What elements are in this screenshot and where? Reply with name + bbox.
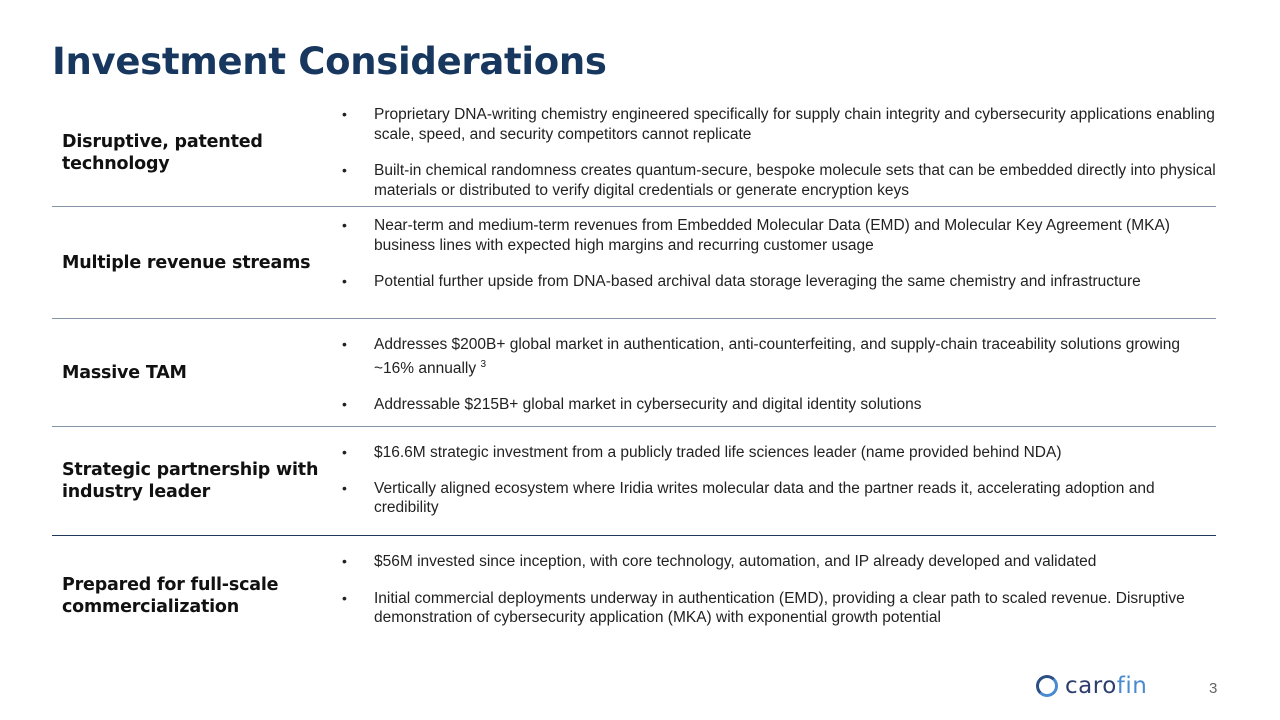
logo-text-accent: fin [1116,673,1148,699]
bullet-item: • Initial commercial deployments underway in authentication (EMD), providing a clear path to scaled revenue. Disruptive demonstration of cybersecurity application (MKA) with exponential growth potential [342,589,1216,628]
logo-text [1065,673,1147,699]
bullet-list [332,319,1216,426]
carofin-logo [1036,673,1147,699]
logo-text-main: caro [1065,673,1117,699]
bullet-item: • Built-in chemical randomness creates quantum-secure, bespoke molecule sets that can be embedded directly into physical materials or distributed to verify digital credentials or generate encryption keys [342,161,1216,200]
bullet-item: • Proprietary DNA-writing chemistry engineered specifically for supply chain integrity and cybersecurity applications enabling scale, speed, and security competitors cannot replicate [342,105,1216,144]
bullet-item: • Addressable $215B+ global market in cybersecurity and digital identity solutions [342,395,1216,415]
bullet-item: • Vertically aligned ecosystem where Iridia writes molecular data and the partner reads it, accelerating adoption and credibility [342,479,1216,518]
row-label: Prepared for full-scale commercialization [62,575,279,617]
bullet-text: Addresses $200B+ global market in authentication, anti-counterfeiting, and supply-chain traceability solutions growing ~16% annually [374,336,1181,377]
row-label: Disruptive, patented technology [62,132,263,174]
bullet-list [332,100,1216,206]
considerations-table [52,100,1216,656]
bullet-list [332,536,1216,656]
bullet-list [332,207,1216,318]
bullet-item: • Near-term and medium-term revenues from Embedded Molecular Data (EMD) and Molecular Key Agreement (MKA) business lines with expected high margins and recurring customer usage [342,216,1216,255]
footnote-ref: 3 [480,358,486,370]
slide-title: Investment Considerations [52,40,607,83]
row-disruptive-technology [52,100,1216,207]
bullet-item: • $16.6M strategic investment from a publicly traded life sciences leader (name provided behind NDA) [342,443,1216,463]
bullet-list [332,427,1216,535]
row-massive-tam [52,319,1216,427]
page-number: 3 [1209,680,1218,697]
row-label: Multiple revenue streams [62,252,311,273]
ring-icon [1036,675,1058,697]
row-label: Strategic partnership with industry leader [62,460,319,502]
row-strategic-partnership [52,427,1216,536]
row-label: Massive TAM [62,362,187,383]
row-commercialization [52,536,1216,656]
bullet-item: • $56M invested since inception, with core technology, automation, and IP already developed and validated [342,552,1216,572]
bullet-item [342,335,1216,378]
bullet-item: • Potential further upside from DNA-based archival data storage leveraging the same chemistry and infrastructure [342,272,1216,292]
row-revenue-streams [52,207,1216,319]
